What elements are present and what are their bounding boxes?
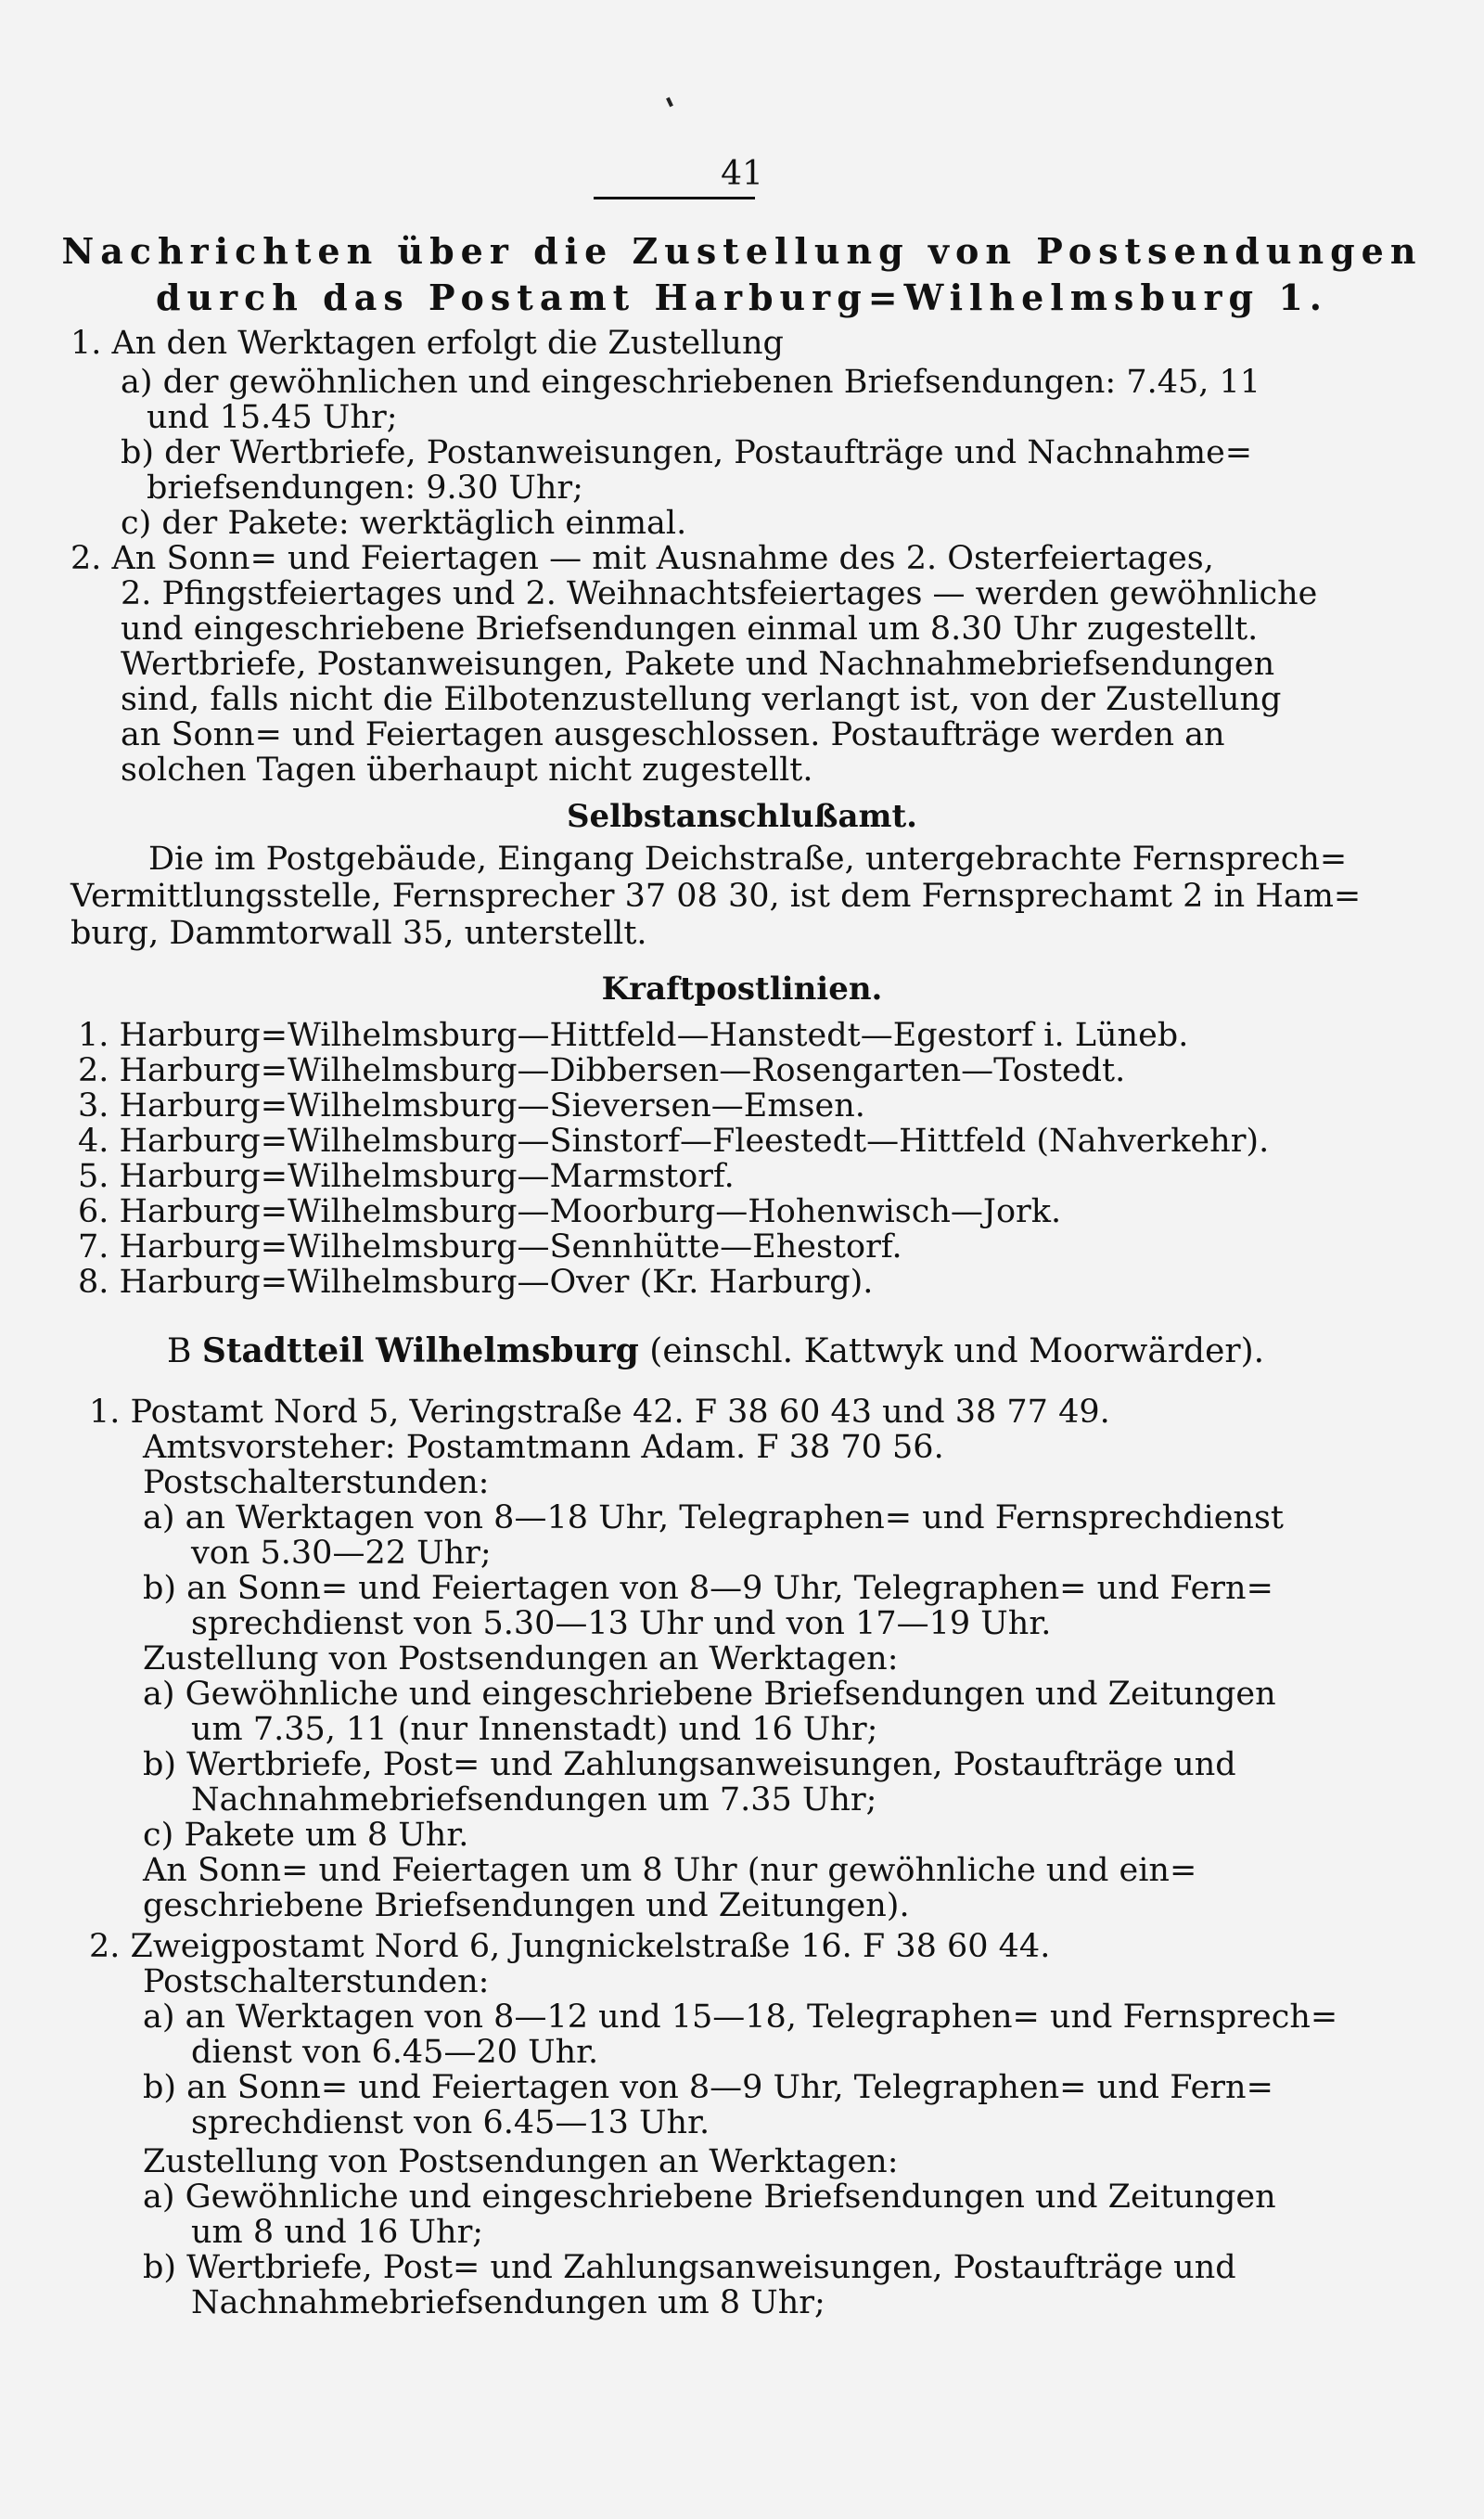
office-line: 1. Postamt Nord 5, Veringstraße 42. F 38 60 43 und 38 77 49.	[89, 1394, 1110, 1431]
office-line: a) an Werktagen von 8—18 Uhr, Telegraphen= und Fernsprechdienst	[143, 1499, 1284, 1536]
office-line: um 8 und 16 Uhr;	[191, 2214, 484, 2251]
delivery-line: 2. Pfingstfeiertages und 2. Weihnachtsfeiertages — werden gewöhnliche	[121, 575, 1318, 612]
delivery-line: 1. An den Werktagen erfolgt die Zustellung	[70, 325, 784, 362]
route-item: 2. Harburg=Wilhelmsburg—Dibbersen—Rosengarten—Tostedt.	[78, 1052, 1126, 1089]
office-line: c) Pakete um 8 Uhr.	[143, 1817, 469, 1854]
office-line: Nachnahmebriefsendungen um 7.35 Uhr;	[191, 1781, 877, 1819]
delivery-line: solchen Tagen überhaupt nicht zugestellt.	[121, 752, 813, 789]
office-line: um 7.35, 11 (nur Innenstadt) und 16 Uhr;	[191, 1711, 878, 1748]
route-item: 7. Harburg=Wilhelmsburg—Sennhütte—Ehestorf.	[78, 1228, 902, 1266]
delivery-line: c) der Pakete: werktäglich einmal.	[121, 505, 687, 542]
page-number: 41	[721, 155, 763, 193]
office-line: Zustellung von Postsendungen an Werktagen:	[143, 2143, 899, 2180]
delivery-line: und eingeschriebene Briefsendungen einmal um 8.30 Uhr zugestellt.	[121, 610, 1259, 648]
office-line: a) Gewöhnliche und eingeschriebene Briefsendungen und Zeitungen	[143, 2178, 1276, 2216]
delivery-line: an Sonn= und Feiertagen ausgeschlossen. Postaufträge werden an	[121, 716, 1225, 753]
section-heading-kraftpostlinien: Kraftpostlinien.	[601, 970, 883, 1008]
section-heading-selbstanschlussamt: Selbstanschlußamt.	[566, 798, 918, 835]
office-line: a) Gewöhnliche und eingeschriebene Briefsendungen und Zeitungen	[143, 1676, 1276, 1713]
office-line: b) Wertbriefe, Post= und Zahlungsanweisungen, Postaufträge und	[143, 2249, 1236, 2286]
office-line: b) an Sonn= und Feiertagen von 8—9 Uhr, Telegraphen= und Fern=	[143, 2069, 1273, 2106]
title-line-1: Nachrichten über die Zustellung von Postsendungen	[61, 230, 1423, 272]
route-item: 6. Harburg=Wilhelmsburg—Moorburg—Hohenwisch—Jork.	[78, 1193, 1062, 1230]
delivery-line: briefsendungen: 9.30 Uhr;	[147, 469, 583, 507]
office-line: dienst von 6.45—20 Uhr.	[191, 2034, 599, 2071]
selbst-line: Vermittlungsstelle, Fernsprecher 37 08 30, ist dem Fernsprechamt 2 in Ham=	[70, 878, 1362, 915]
office-line: 2. Zweigpostamt Nord 6, Jungnickelstraße 16. F 38 60 44.	[89, 1928, 1051, 1965]
selbst-line: Die im Postgebäude, Eingang Deichstraße, untergebrachte Fernsprech=	[148, 841, 1348, 878]
selbst-line: burg, Dammtorwall 35, unterstellt.	[70, 915, 647, 952]
delivery-line: Wertbriefe, Postanweisungen, Pakete und Nachnahmebriefsendungen	[121, 646, 1275, 683]
route-item: 1. Harburg=Wilhelmsburg—Hittfeld—Hanstedt—Egestorf i. Lüneb.	[78, 1017, 1189, 1054]
delivery-line: und 15.45 Uhr;	[147, 399, 398, 436]
page-number-rule	[594, 197, 755, 199]
delivery-line: a) der gewöhnlichen und eingeschriebenen Briefsendungen: 7.45, 11	[121, 364, 1261, 401]
office-line: sprechdienst von 6.45—13 Uhr.	[191, 2104, 710, 2141]
office-line: von 5.30—22 Uhr;	[191, 1535, 492, 1572]
office-line: An Sonn= und Feiertagen um 8 Uhr (nur gewöhnliche und ein=	[143, 1852, 1197, 1889]
section-b-title: Stadtteil Wilhelmsburg	[201, 1331, 639, 1370]
office-line: Amtsvorsteher: Postamtmann Adam. F 38 70 56.	[143, 1429, 944, 1466]
office-line: Postschalterstunden:	[143, 1963, 490, 2000]
delivery-line: sind, falls nicht die Eilbotenzustellung verlangt ist, von der Zustellung	[121, 681, 1282, 718]
office-line: sprechdienst von 5.30—13 Uhr und von 17—19 Uhr.	[191, 1605, 1052, 1642]
section-b-subtitle: (einschl. Kattwyk und Moorwärder).	[649, 1332, 1265, 1370]
title-line-2: durch das Postamt Harburg=Wilhelmsburg 1.	[155, 276, 1329, 318]
route-item: 3. Harburg=Wilhelmsburg—Sieversen—Emsen.	[78, 1087, 865, 1125]
section-b-prefix: B	[167, 1332, 192, 1370]
office-line: Postschalterstunden:	[143, 1464, 490, 1501]
office-line: b) Wertbriefe, Post= und Zahlungsanweisungen, Postaufträge und	[143, 1746, 1236, 1783]
section-b-heading	[167, 1330, 1264, 1372]
office-line: Zustellung von Postsendungen an Werktagen:	[143, 1640, 899, 1677]
office-line: a) an Werktagen von 8—12 und 15—18, Telegraphen= und Fernsprech=	[143, 1998, 1338, 2036]
office-line: b) an Sonn= und Feiertagen von 8—9 Uhr, Telegraphen= und Fern=	[143, 1570, 1273, 1607]
office-line: geschriebene Briefsendungen und Zeitungen).	[143, 1887, 910, 1924]
delivery-line: 2. An Sonn= und Feiertagen — mit Ausnahme des 2. Osterfeiertages,	[70, 540, 1214, 577]
route-item: 8. Harburg=Wilhelmsburg—Over (Kr. Harburg).	[78, 1264, 874, 1301]
office-line: Nachnahmebriefsendungen um 8 Uhr;	[191, 2284, 825, 2321]
print-speck	[666, 97, 673, 108]
route-item: 5. Harburg=Wilhelmsburg—Marmstorf.	[78, 1158, 735, 1195]
route-item: 4. Harburg=Wilhelmsburg—Sinstorf—Fleestedt—Hittfeld (Nahverkehr).	[78, 1123, 1270, 1160]
delivery-line: b) der Wertbriefe, Postanweisungen, Postaufträge und Nachnahme=	[121, 434, 1253, 471]
